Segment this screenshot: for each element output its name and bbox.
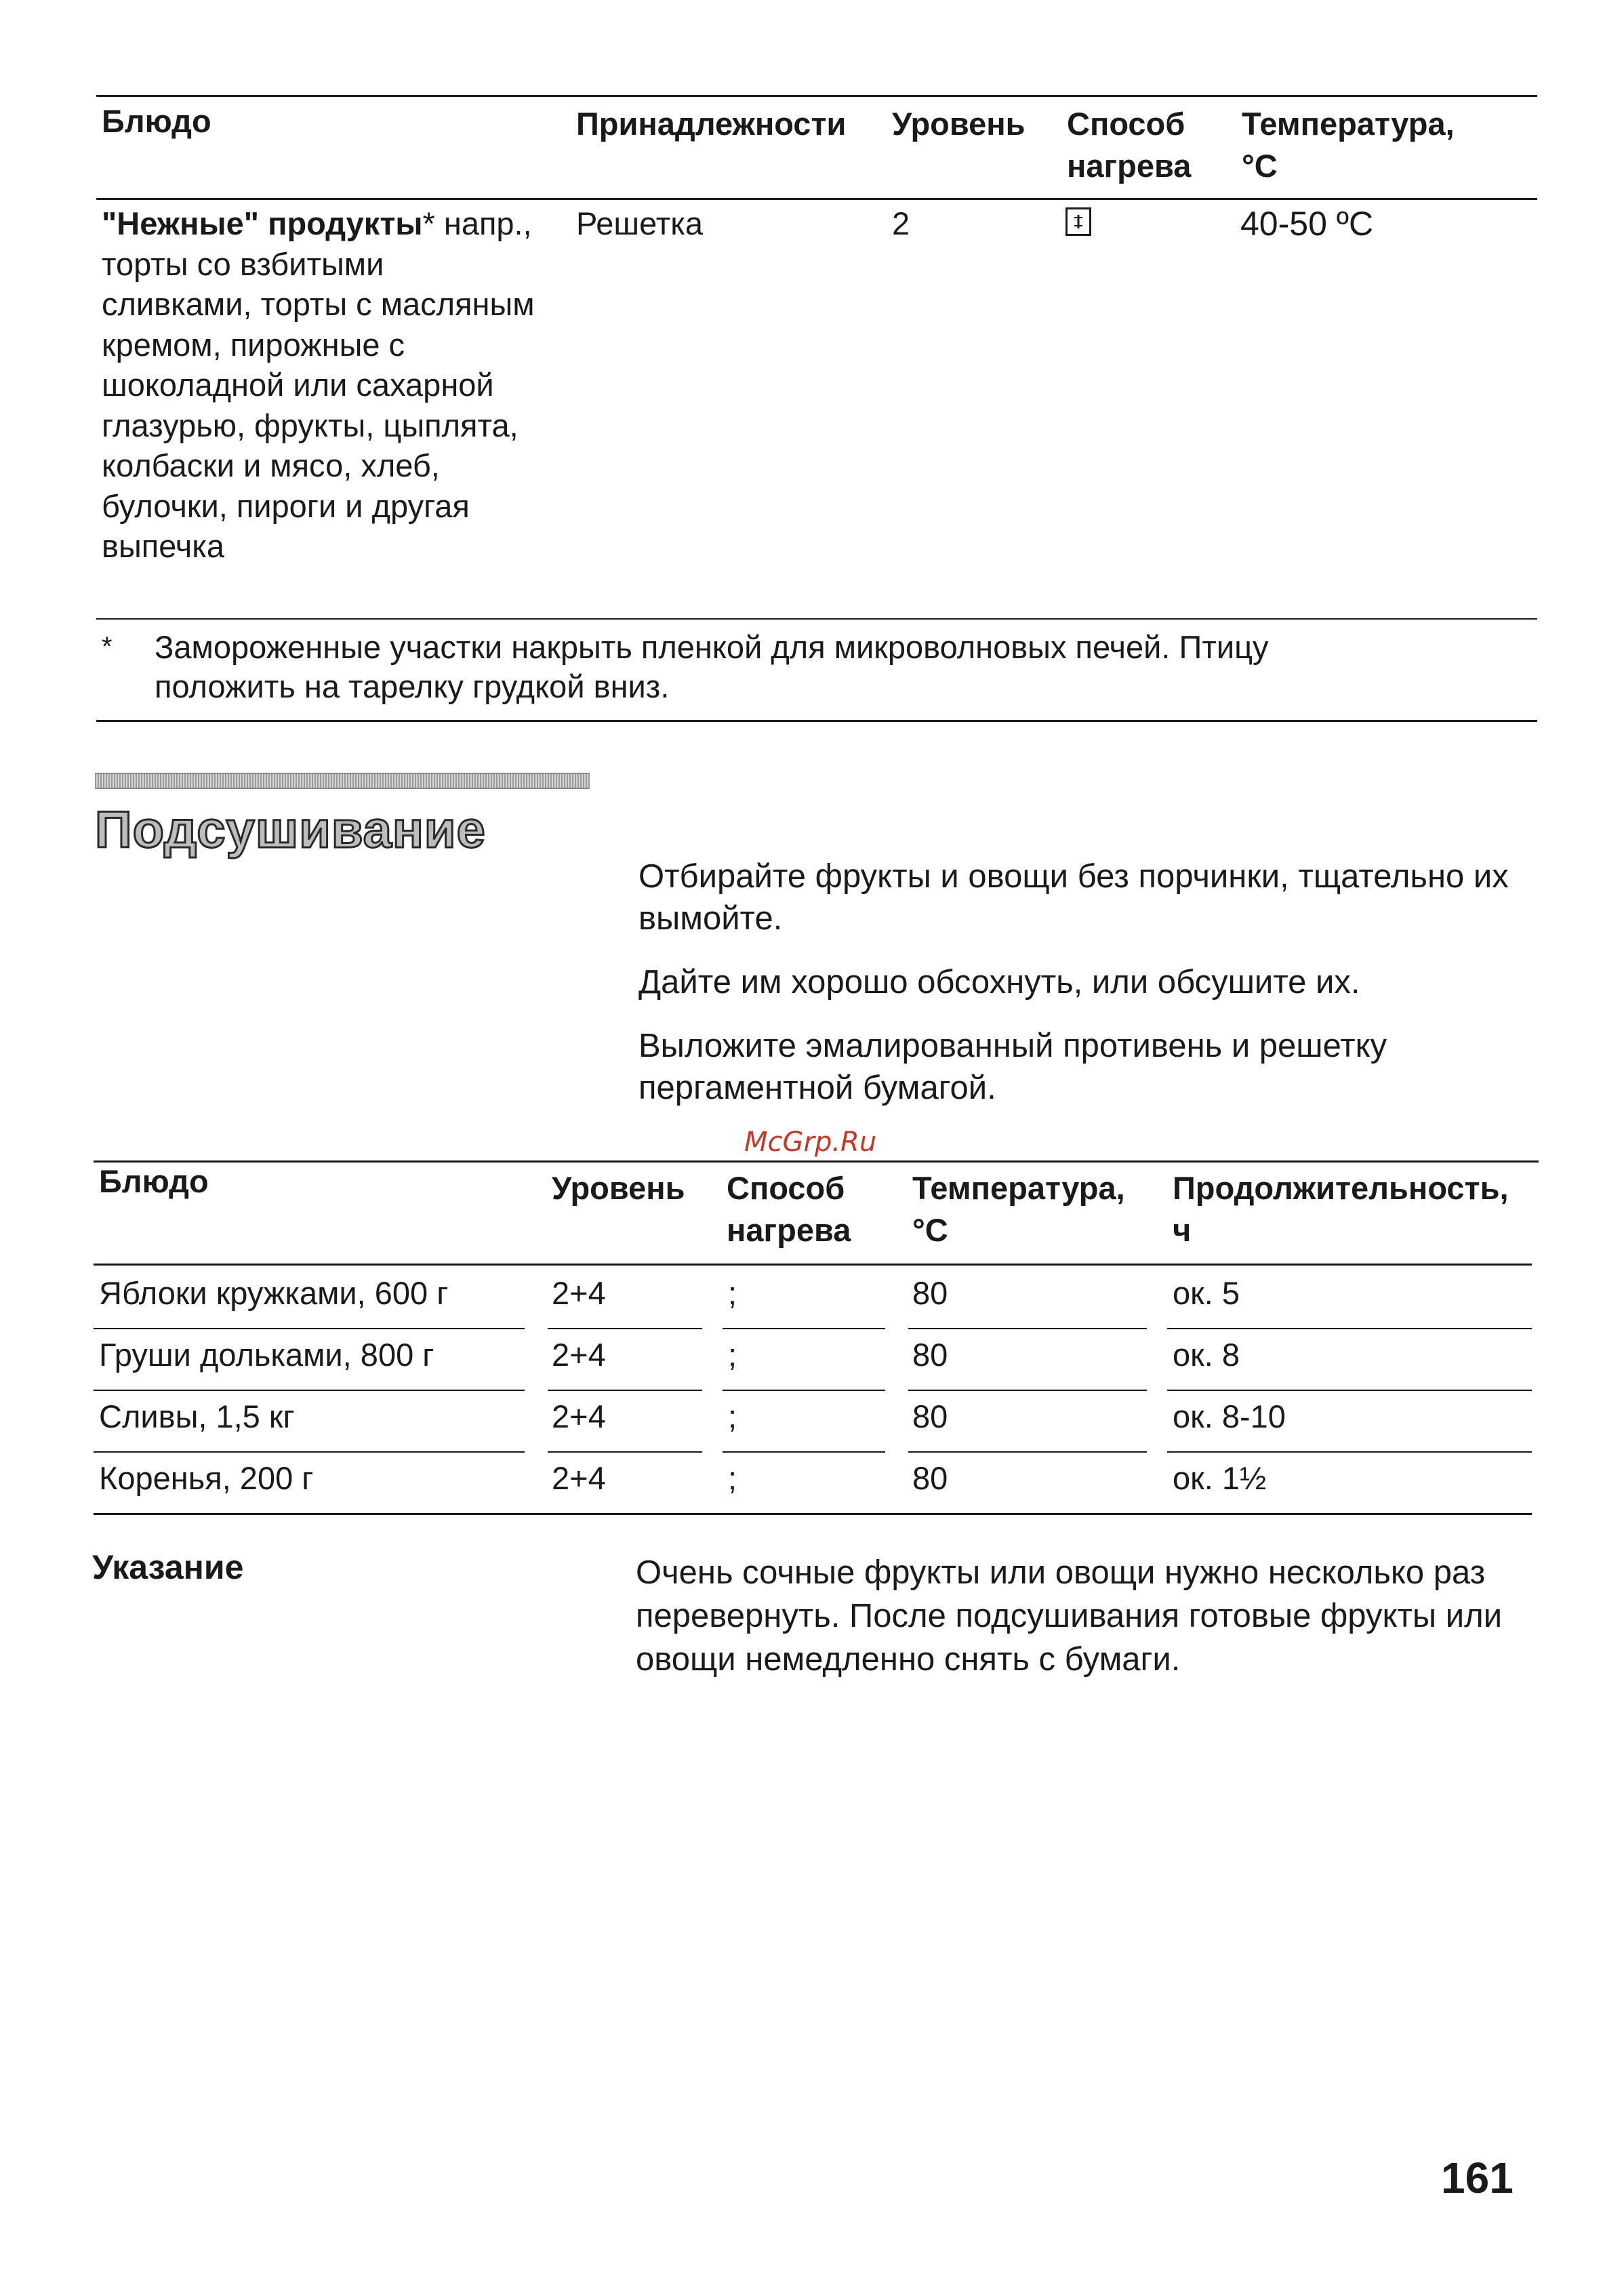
t2-header-duration: Продолжительность, ч	[1173, 1170, 1509, 1248]
table1-bottom-rule	[96, 720, 1537, 722]
t2-cell-rule	[723, 1328, 885, 1329]
t1-level: 2	[892, 205, 910, 241]
t2-cell-level: 2+4	[552, 1337, 606, 1373]
section-paragraph-2: Дайте им хорошо обсохнуть, или обсушите их.	[638, 964, 1360, 1001]
t2-header-dish: Блюдо	[99, 1163, 209, 1199]
t2-cell-dish: Коренья, 200 г	[99, 1460, 314, 1496]
t2-cell-rule	[548, 1328, 702, 1329]
table1-header-rule	[96, 198, 1537, 200]
t2-header-level: Уровень	[552, 1170, 685, 1206]
t2-cell-rule	[548, 1390, 702, 1391]
t1-accessory: Решетка	[576, 205, 703, 241]
t2-cell-temp: 80	[912, 1460, 948, 1496]
table1-row-rule	[96, 618, 1537, 620]
t1-temperature: 40-50 ºС	[1240, 205, 1374, 243]
t2-cell-heating: ;	[728, 1460, 737, 1496]
t2-cell-level: 2+4	[552, 1275, 606, 1311]
section-title-bar	[95, 773, 590, 789]
t2-cell-rule	[723, 1451, 885, 1453]
t1-header-temperature: Температура, °С	[1242, 106, 1455, 184]
section-title: Подсушивание	[95, 801, 486, 859]
t2-cell-rule	[1167, 1328, 1532, 1329]
t1-header-heating: Способ нагрева	[1067, 106, 1192, 184]
table2-top-rule	[94, 1160, 1539, 1163]
t2-cell-level: 2+4	[552, 1460, 606, 1496]
t2-cell-duration: ок. 1½	[1173, 1460, 1267, 1496]
t1-header-dish: Блюдо	[102, 103, 211, 139]
t1-dish-cell	[102, 203, 542, 567]
note-text: Очень сочные фрукты или овощи нужно несколько раз перевернуть. После подсушивания готовые фрукты или овощи немедленно снять с бумаги.	[636, 1554, 1503, 1678]
t2-cell-rule	[548, 1451, 702, 1453]
t2-header-heating: Способ нагрева	[727, 1170, 851, 1248]
note-heading: Указание	[92, 1548, 244, 1586]
t2-cell-heating: ;	[728, 1398, 737, 1434]
table2-bottom-rule	[94, 1513, 1532, 1515]
t1-footnote-mark: *	[102, 632, 113, 662]
t2-cell-rule	[1167, 1451, 1532, 1453]
t2-cell-rule	[908, 1390, 1147, 1391]
t1-footnote: Замороженные участки накрыть пленкой для микроволновых печей. Птицу положить на тарелку грудкой вниз.	[155, 629, 1269, 704]
t2-cell-duration: ок. 5	[1173, 1275, 1240, 1311]
t2-cell-dish: Груши дольками, 800 г	[99, 1337, 434, 1373]
t2-cell-rule	[94, 1390, 525, 1391]
t2-cell-level: 2+4	[552, 1398, 606, 1434]
t2-header-temperature: Температура, °С	[912, 1170, 1125, 1248]
table2-header-rule	[94, 1264, 1532, 1266]
t2-cell-rule	[94, 1328, 525, 1329]
t2-cell-rule	[94, 1451, 525, 1453]
t2-cell-rule	[1167, 1390, 1532, 1391]
t1-dish-mark: *	[422, 205, 435, 241]
t1-header-accessories: Принадлежности	[576, 106, 847, 142]
t2-cell-rule	[723, 1390, 885, 1391]
defrost-icon	[1065, 207, 1091, 236]
t2-cell-heating: ;	[728, 1337, 737, 1373]
t2-cell-duration: ок. 8-10	[1173, 1398, 1286, 1434]
t1-header-level: Уровень	[892, 106, 1026, 142]
t2-cell-temp: 80	[912, 1337, 948, 1373]
table1-top-rule	[96, 95, 1537, 97]
section-paragraph-3: Выложите эмалированный противень и решетку пергаментной бумагой.	[638, 1028, 1387, 1106]
t2-cell-temp: 80	[912, 1275, 948, 1311]
t2-cell-rule	[908, 1451, 1147, 1453]
t2-cell-dish: Сливы, 1,5 кг	[99, 1398, 295, 1434]
watermark: McGrp.Ru	[744, 1127, 877, 1158]
t2-cell-rule	[908, 1328, 1147, 1329]
section-paragraph-1: Отбирайте фрукты и овощи без порчинки, тщательно их вымойте.	[638, 858, 1509, 937]
t1-dish-description: напр., торты со взбитыми сливками, торты с масляным кремом, пирожные с шоколадной или сахарной глазурью, фрукты, цыплята, колбаски и мясо, хлеб, булочки, пироги и другая выпечка	[102, 205, 535, 564]
t2-cell-heating: ;	[728, 1275, 737, 1311]
t1-dish-name: "Нежные" продукты	[102, 205, 423, 241]
t2-cell-temp: 80	[912, 1398, 948, 1434]
page-number: 161	[1441, 2154, 1514, 2202]
t2-cell-duration: ок. 8	[1173, 1337, 1240, 1373]
t2-cell-dish: Яблоки кружками, 600 г	[99, 1275, 449, 1311]
